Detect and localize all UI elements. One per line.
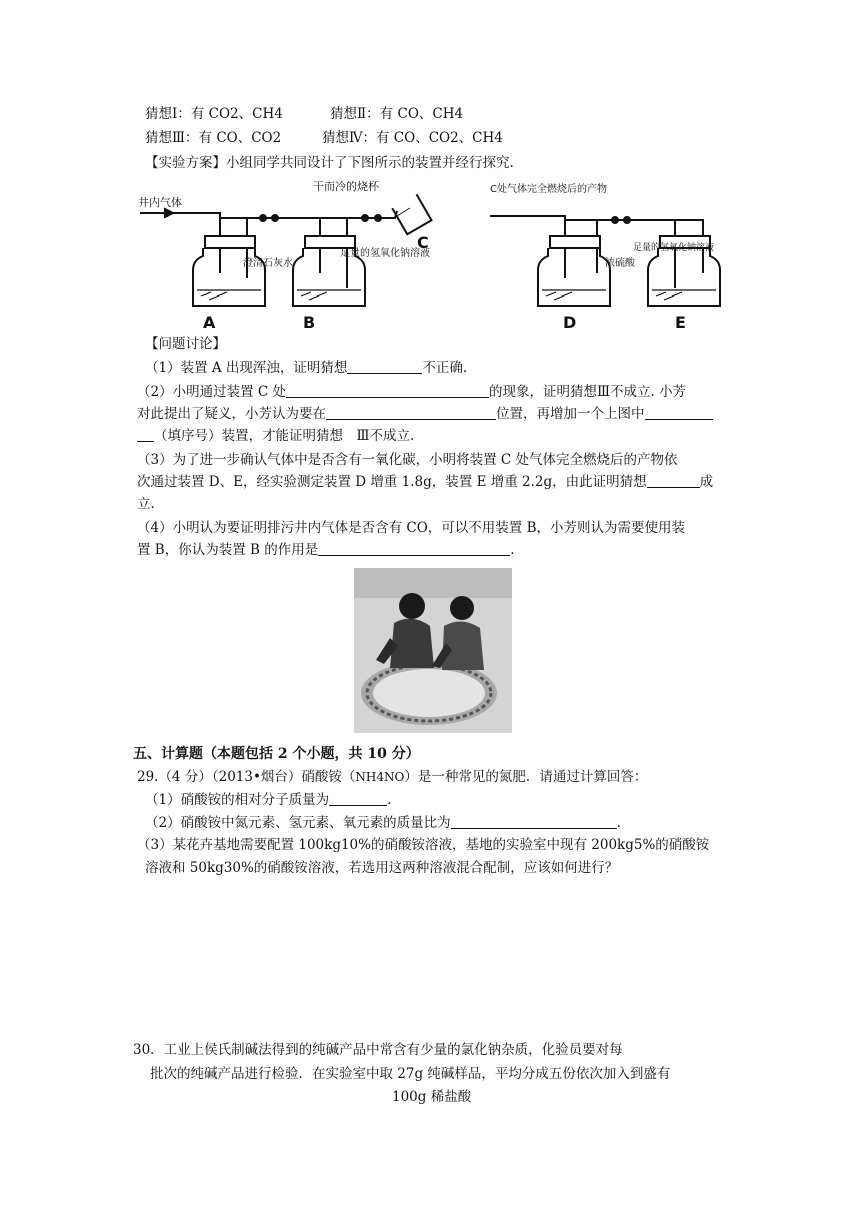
guess-line-2 <box>330 104 463 124</box>
photo-image <box>354 568 512 733</box>
q29-2-end: . <box>616 815 621 831</box>
guess-line-1 <box>145 104 283 124</box>
question-29-intro <box>137 767 647 787</box>
answer-blank[interactable] <box>137 427 154 442</box>
diagram-product-label: C处气体完全燃烧后的产物 <box>490 184 607 195</box>
guess-line-3 <box>145 128 281 148</box>
diagram-d-reagent: 浓硫酸 <box>605 258 635 269</box>
diagram-b-reagent-text: 足量的氢氧化钠溶液 <box>340 248 430 259</box>
answer-blank[interactable] <box>286 383 489 398</box>
q1-text-a: （1）装置 A 出现浑浊，证明猜想 <box>145 360 348 376</box>
diagram-label-b: B <box>303 313 316 332</box>
guess-4-value: CO、CO2、CH4 <box>393 130 503 146</box>
guess-3-value: CO、CO2 <box>216 130 282 146</box>
diagram-a-reagent-text: 澄清石灰水 <box>243 258 293 269</box>
guess-2-value: CO、CH4 <box>397 106 464 122</box>
diagram-label-d: D <box>563 313 577 332</box>
question-2-line-2 <box>137 404 713 424</box>
question-29-1 <box>145 790 391 810</box>
plan-text: 【实验方案】小组同学共同设计了下图所示的装置并经行探究. <box>145 155 514 171</box>
answer-blank[interactable] <box>329 791 387 806</box>
answer-blank[interactable] <box>318 541 510 556</box>
q29-intro-b: ）是一种常见的氮肥．请通过计算回答： <box>404 769 648 785</box>
question-3-line-3: 立. <box>137 496 155 512</box>
answer-blank[interactable] <box>326 405 496 420</box>
diagram-e-reagent: 足量的氢氧化钠溶液 <box>633 243 715 253</box>
question-29-3-line-2: 溶液和 50kg30%的硝酸铵溶液，若选用这两种溶液混合配制，应该如何进行？ <box>145 860 619 876</box>
q3-text-c: 成 <box>699 474 714 490</box>
answer-blank[interactable] <box>451 814 617 829</box>
answer-blank[interactable] <box>645 405 713 420</box>
question-30-line-2: 批次的纯碱产品进行检验．在实验室中取 27g 纯碱样品，平均分成五份依次加入到盛有 <box>150 1066 671 1082</box>
diagram-inlet-label: 井内气体 <box>138 196 182 209</box>
question-2-line-1 <box>137 382 686 402</box>
question-1 <box>145 358 467 378</box>
guess-line-4 <box>322 128 503 148</box>
q29-1-end: . <box>387 792 392 808</box>
question-3-line-1: （3）为了进一步确认气体中是否含有一氧化碳，小明将装置 C 处气体完全燃烧后的产物依 <box>137 452 678 468</box>
q2-text-c: 对此提出了疑义，小芳认为要在 <box>137 406 326 422</box>
question-4-line-1: （4）小明认为要证明排污井内气体是否含有 CO，可以不用装置 B，小芳则认为需要使用装 <box>137 520 685 536</box>
question-30-line-3: 100g 稀盐酸 <box>392 1089 472 1105</box>
discussion-heading: 【问题讨论】 <box>145 336 226 352</box>
question-2-line-3 <box>137 426 414 446</box>
apparatus-diagram <box>135 178 735 333</box>
question-4-line-2 <box>137 540 515 560</box>
diagram-label-e: E <box>675 313 686 332</box>
guess-4-label: 猜想Ⅳ：有 <box>322 130 390 146</box>
section-5-heading: 五、计算题（本题包括 2 个小题，共 10 分） <box>133 746 420 762</box>
question-30-line-1: 30．工业上侯氏制碱法得到的纯碱产品中常含有少量的氯化钠杂质，化验员要对每 <box>133 1042 623 1058</box>
guess-1-label: 猜想Ⅰ：有 <box>145 106 205 122</box>
answer-blank[interactable] <box>647 473 700 488</box>
q29-formula: NH4NO <box>355 770 405 784</box>
q2-text-a: （2）小明通过装置 C 处 <box>137 384 287 400</box>
diagram-beaker-label: 干而冷的烧杯 <box>313 180 379 193</box>
q29-2-text: （2）硝酸铵中氮元素、氢元素、氧元素的质量比为 <box>145 815 451 831</box>
q2-text-b: 的现象，证明猜想Ⅲ不成立. 小芳 <box>489 384 687 400</box>
guess-3-label: 猜想Ⅲ：有 <box>145 130 213 146</box>
q4-text-b: 置 B，你认为装置 B 的作用是 <box>137 542 319 558</box>
q29-intro-a: 29.（4 分）（2013•烟台）硝酸铵（ <box>137 769 356 785</box>
q2-text-d: 位置，再增加一个上图中 <box>496 406 645 422</box>
q2-text-e: （填序号）装置，才能证明猜想 Ⅲ不成立. <box>154 428 415 444</box>
q29-1-text: （1）硝酸铵的相对分子质量为 <box>145 792 330 808</box>
question-3-line-2 <box>137 472 713 492</box>
q1-text-b: 不正确. <box>422 360 468 376</box>
q4-text-c: . <box>510 542 515 558</box>
diagram-a-reagent <box>243 256 293 269</box>
answer-blank[interactable] <box>347 359 422 374</box>
question-29-3-line-1: （3）某花卉基地需要配置 100kg10%的硝酸铵溶液，基地的实验室中现有 200kg5%的硝酸铵 <box>137 837 710 853</box>
diagram-label-a: A <box>203 313 216 332</box>
guess-2-label: 猜想Ⅱ：有 <box>330 106 394 122</box>
guess-1-value: CO2、CH4 <box>208 106 283 122</box>
q3-text-b: 次通过装置 D、E，经实验测定装置 D 增重 1.8g，装置 E 增重 2.2g，由此证明猜想 <box>137 474 647 490</box>
question-29-2 <box>145 813 621 833</box>
diagram-label-c: C <box>417 233 429 252</box>
